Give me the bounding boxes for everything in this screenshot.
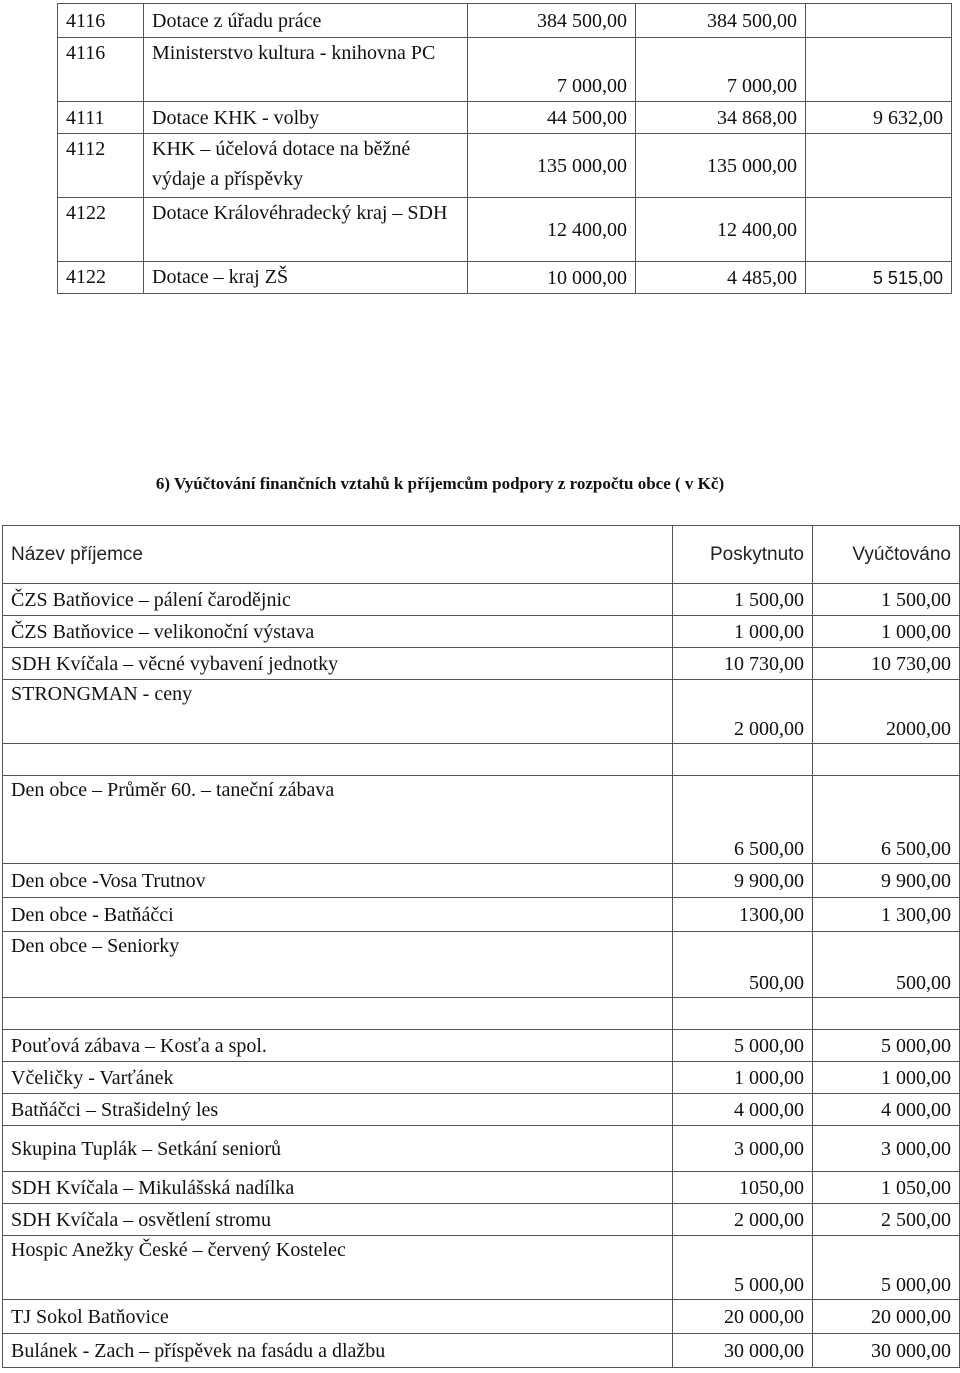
recipient-name: Bulánek - Zach – příspěvek na fasádu a dlažbu: [3, 1334, 673, 1368]
recipient-given: [673, 744, 813, 776]
recipient-given: 2 000,00: [673, 680, 813, 744]
table-row: [3, 1172, 960, 1204]
recipient-name: SDH Kvíčala – věcné vybavení jednotky: [3, 648, 673, 680]
row-name: Dotace KHK - volby: [144, 102, 468, 134]
recipient-given: 9 900,00: [673, 864, 813, 898]
row-value-2: 34 868,00: [636, 102, 806, 134]
header-settled: Vyúčtováno: [813, 526, 960, 584]
recipient-settled: 2 500,00: [813, 1204, 960, 1236]
recipient-name: [3, 744, 673, 776]
section-heading: 6) Vyúčtování finančních vztahů k příjemcům podpory z rozpočtu obce ( v Kč): [155, 474, 725, 493]
recipient-given: 30 000,00: [673, 1334, 813, 1368]
row-name: KHK – účelová dotace na běžné výdaje a příspěvky: [144, 134, 468, 198]
table-row: [3, 616, 960, 648]
recipient-name: TJ Sokol Batňovice: [3, 1300, 673, 1334]
table-row: [3, 1094, 960, 1126]
recipient-name: ČZS Batňovice – velikonoční výstava: [3, 616, 673, 648]
grants-income-table: [57, 3, 952, 294]
recipient-given: 1 500,00: [673, 584, 813, 616]
recipient-name: STRONGMAN - ceny: [3, 680, 673, 744]
recipient-given: 5 000,00: [673, 1030, 813, 1062]
recipient-name: SDH Kvíčala – Mikulášská nadílka: [3, 1172, 673, 1204]
table-row: [3, 1300, 960, 1334]
recipient-given: 500,00: [673, 932, 813, 998]
row-value-2: 384 500,00: [636, 4, 806, 38]
recipient-settled: 4 000,00: [813, 1094, 960, 1126]
recipient-settled: 2000,00: [813, 680, 960, 744]
recipient-settled: 9 900,00: [813, 864, 960, 898]
recipient-settled: [813, 998, 960, 1030]
recipient-given: 3 000,00: [673, 1126, 813, 1172]
recipient-name: Pouťová zábava – Kosťa a spol.: [3, 1030, 673, 1062]
recipient-name: Hospic Anežky České – červený Kostelec: [3, 1236, 673, 1300]
table-row: [3, 776, 960, 864]
recipient-given: 10 730,00: [673, 648, 813, 680]
row-value-1: 7 000,00: [468, 38, 636, 102]
recipient-settled: 5 000,00: [813, 1030, 960, 1062]
table-header-row: [3, 526, 960, 584]
recipient-name: Skupina Tuplák – Setkání seniorů: [3, 1126, 673, 1172]
recipients-table: [2, 525, 960, 1368]
recipient-settled: 30 000,00: [813, 1334, 960, 1368]
row-value-2: 135 000,00: [636, 134, 806, 198]
row-value-3: [806, 198, 952, 262]
recipient-name: ČZS Batňovice – pálení čarodějnic: [3, 584, 673, 616]
recipient-name: Batňáčci – Strašidelný les: [3, 1094, 673, 1126]
table-row: [58, 102, 952, 134]
table-row: [58, 4, 952, 38]
table-row: [58, 134, 952, 198]
row-code: 4122: [58, 262, 144, 294]
table-row: [3, 898, 960, 932]
recipient-settled: 1 000,00: [813, 1062, 960, 1094]
table-row: [3, 932, 960, 998]
row-code: 4116: [58, 38, 144, 102]
recipient-given: 1 000,00: [673, 1062, 813, 1094]
recipient-settled: 1 000,00: [813, 616, 960, 648]
row-value-1: 384 500,00: [468, 4, 636, 38]
header-given: Poskytnuto: [673, 526, 813, 584]
recipient-settled: 5 000,00: [813, 1236, 960, 1300]
table-row: [58, 38, 952, 102]
row-value-3: [806, 4, 952, 38]
row-code: 4112: [58, 134, 144, 198]
row-value-3: [806, 134, 952, 198]
recipient-settled: 500,00: [813, 932, 960, 998]
row-value-2: 4 485,00: [636, 262, 806, 294]
recipient-name: SDH Kvíčala – osvětlení stromu: [3, 1204, 673, 1236]
row-value-3: 5 515,00: [806, 262, 952, 294]
row-name: Dotace z úřadu práce: [144, 4, 468, 38]
recipient-settled: 20 000,00: [813, 1300, 960, 1334]
row-value-1: 12 400,00: [468, 198, 636, 262]
table-row: [3, 1334, 960, 1368]
table-row: [3, 648, 960, 680]
recipient-given: 20 000,00: [673, 1300, 813, 1334]
table-row: [3, 584, 960, 616]
recipient-settled: 3 000,00: [813, 1126, 960, 1172]
recipient-name: Den obce -Vosa Trutnov: [3, 864, 673, 898]
recipient-settled: 1 050,00: [813, 1172, 960, 1204]
row-name: Dotace Královéhradecký kraj – SDH: [144, 198, 468, 262]
table-row: [3, 1204, 960, 1236]
recipient-settled: 10 730,00: [813, 648, 960, 680]
row-code: 4111: [58, 102, 144, 134]
recipient-given: 2 000,00: [673, 1204, 813, 1236]
table-row: [3, 864, 960, 898]
recipient-given: 1 000,00: [673, 616, 813, 648]
row-name: Dotace – kraj ZŠ: [144, 262, 468, 294]
row-code: 4116: [58, 4, 144, 38]
recipient-given: [673, 998, 813, 1030]
row-value-2: 7 000,00: [636, 38, 806, 102]
recipient-settled: [813, 744, 960, 776]
row-value-1: 44 500,00: [468, 102, 636, 134]
table-row: [3, 1062, 960, 1094]
recipient-given: 5 000,00: [673, 1236, 813, 1300]
table-row: [3, 744, 960, 776]
table-row: [58, 198, 952, 262]
recipient-given: 1050,00: [673, 1172, 813, 1204]
table-row: [58, 262, 952, 294]
row-value-2: 12 400,00: [636, 198, 806, 262]
recipient-settled: 1 300,00: [813, 898, 960, 932]
header-recipient-name: Název příjemce: [3, 526, 673, 584]
recipient-given: 1300,00: [673, 898, 813, 932]
table-row: [3, 680, 960, 744]
row-code: 4122: [58, 198, 144, 262]
recipient-settled: 6 500,00: [813, 776, 960, 864]
row-name: Ministerstvo kultura - knihovna PC: [144, 38, 468, 102]
recipient-given: 4 000,00: [673, 1094, 813, 1126]
recipient-name: Den obce - Batňáčci: [3, 898, 673, 932]
recipient-name: Den obce – Průměr 60. – taneční zábava: [3, 776, 673, 864]
row-value-1: 135 000,00: [468, 134, 636, 198]
recipient-name: [3, 998, 673, 1030]
table-row: [3, 1030, 960, 1062]
table-row: [3, 998, 960, 1030]
row-value-3: [806, 38, 952, 102]
row-value-3: 9 632,00: [806, 102, 952, 134]
recipient-given: 6 500,00: [673, 776, 813, 864]
recipient-name: Včeličky - Varťánek: [3, 1062, 673, 1094]
table-row: [3, 1126, 960, 1172]
row-value-1: 10 000,00: [468, 262, 636, 294]
recipient-name: Den obce – Seniorky: [3, 932, 673, 998]
recipient-settled: 1 500,00: [813, 584, 960, 616]
table-row: [3, 1236, 960, 1300]
